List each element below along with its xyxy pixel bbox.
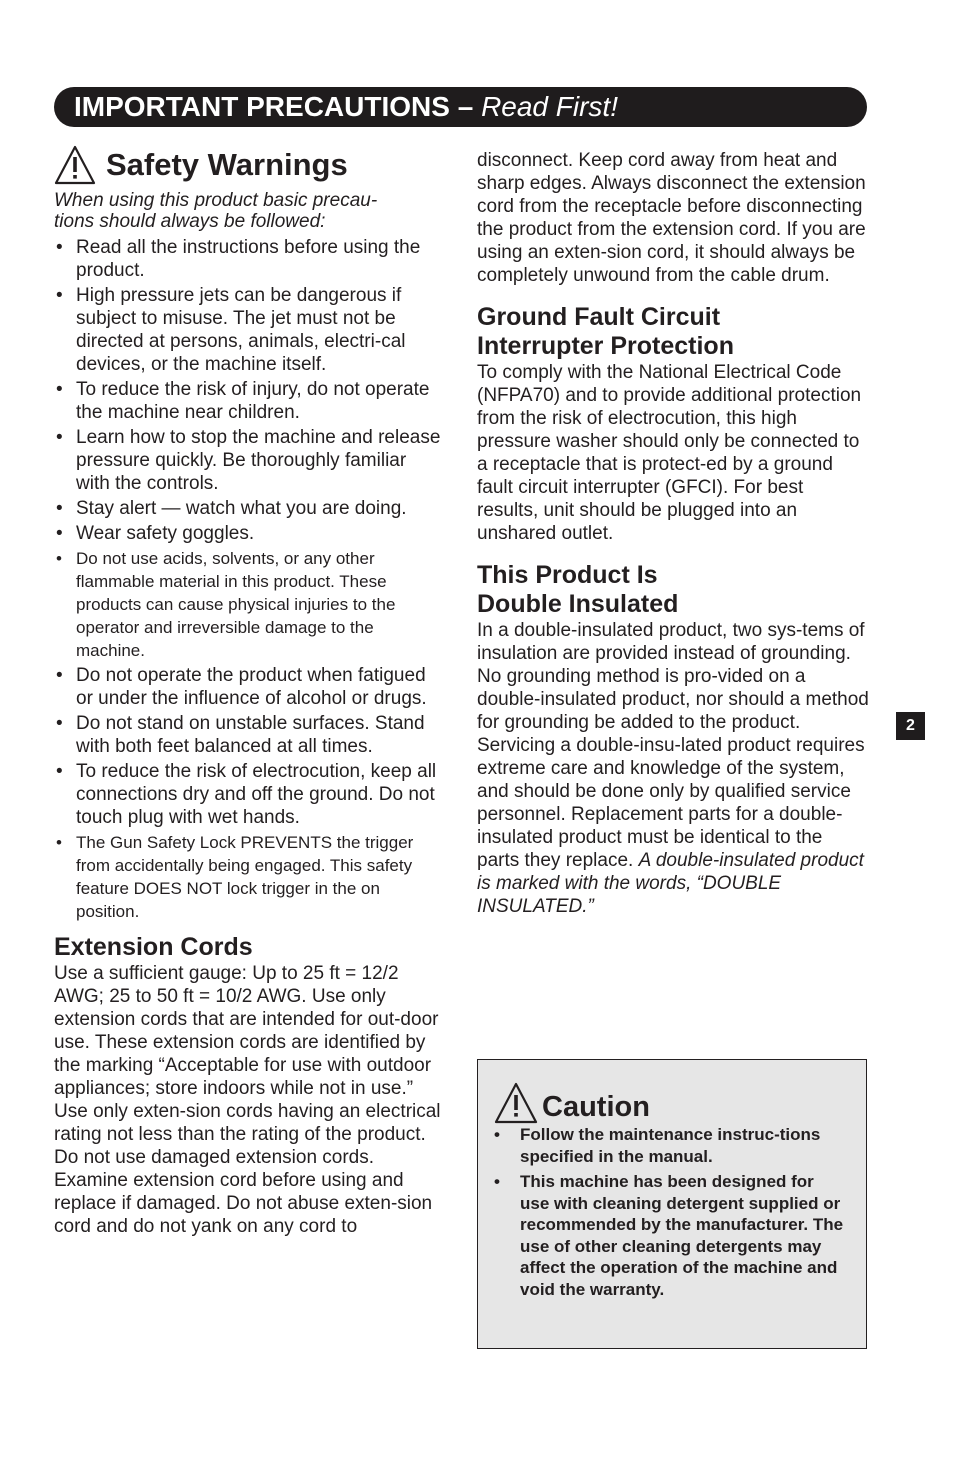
safety-intro-line1: When using this product basic precau-: [54, 190, 378, 211]
list-item: • Follow the maintenance instruc-tions specified in the manual.: [494, 1124, 846, 1167]
banner-subtitle: Read First!: [481, 91, 618, 122]
list-item: • Wear safety goggles.: [54, 522, 444, 545]
caution-list: [494, 1124, 846, 1300]
double-heading-line1: This Product Is: [477, 561, 658, 589]
warning-triangle-icon: [494, 1082, 538, 1124]
gfci-heading-line1: Ground Fault Circuit: [477, 303, 721, 331]
page-number-tab: 2: [896, 712, 925, 740]
list-item: • Stay alert — watch what you are doing.: [54, 497, 444, 520]
list-item: • Do not operate the product when fatigued or under the influence of alcohol or drugs.: [54, 664, 444, 710]
caution-title: Caution: [542, 1091, 650, 1123]
list-item: • To reduce the risk of electrocution, keep all connections dry and off the ground. Do not touch plug with wet hands.: [54, 760, 444, 829]
gfci-heading: [477, 303, 869, 361]
banner-title: IMPORTANT PRECAUTIONS –: [74, 91, 474, 122]
warning-triangle-icon: [54, 145, 96, 185]
double-heading-line2: Double Insulated: [477, 590, 679, 618]
double-body-text: In a double-insulated product, two sys-tems of insulation are provided instead of grounding. No grounding method is pro-vided on a double-insulated product, nor should a method for grounding be added to the product. Servicing a double-insu-lated product requires extreme care and knowledge of the system, and should be done only by qualified service personnel. Replacement parts for a double-insulated product must be identical to the parts they replace.: [477, 620, 869, 871]
safety-intro: [54, 190, 444, 232]
gfci-body: To comply with the National Electrical Code (NFPA70) and to provide additional protection from the risk of electrocution, this high pressure washer should only be connected to a receptacle that is protect-ed by a ground fault circuit interrupter (GFCI). For best results, unit should be plugged into an unshared outlet.: [477, 362, 862, 544]
right-column: [477, 149, 869, 918]
list-item: • High pressure jets can be dangerous if subject to misuse. The jet must not be directed at persons, animals, electri-cal devices, or the machine itself.: [54, 284, 444, 376]
list-item: • Learn how to stop the machine and release pressure quickly. Be thoroughly familiar with the controls.: [54, 426, 444, 495]
section-banner: [54, 87, 867, 127]
caution-box: [477, 1059, 867, 1349]
list-item: • To reduce the risk of injury, do not operate the machine near children.: [54, 378, 444, 424]
extension-cords-body: Use a sufficient gauge: Up to 25 ft = 12/2 AWG; 25 to 50 ft = 10/2 AWG. Use only extension cords that are intended for out-door use. These extension cords are identified by the marking “Acceptable for use with outdoor appliances; store indoors while not in use.” Use only exten-sion cords having an electrical rating not less than the rating of the product. Do not use damaged extension cords. Examine extension cord before using and replace if damaged. Do not abuse exten-sion cord and do not yank on any cord to: [54, 963, 441, 1237]
double-insulated-body: [477, 619, 869, 918]
safety-intro-line2: tions should always be followed:: [54, 211, 326, 232]
list-item: • This machine has been designed for use with cleaning detergent supplied or recommended by the manufacturer. The use of other cleaning detergents may affect the operation of the machine and void the warranty.: [494, 1171, 846, 1300]
caution-heading: [494, 1076, 846, 1124]
double-insulated-heading: [477, 561, 869, 619]
list-item: • The Gun Safety Lock PREVENTS the trigger from accidentally being engaged. This safety feature DOES NOT lock trigger in the on position.: [54, 831, 444, 923]
list-item: • Read all the instructions before using the product.: [54, 236, 444, 282]
safety-warnings-heading: [54, 140, 444, 190]
safety-warnings-title: Safety Warnings: [106, 147, 348, 182]
extension-cords-heading: Extension Cords: [54, 933, 253, 961]
left-column: [54, 140, 444, 1238]
gfci-heading-line2: Interrupter Protection: [477, 332, 734, 360]
safety-list: [54, 236, 444, 923]
list-item: • Do not use acids, solvents, or any other flammable material in this product. These products can cause physical injuries to the operator and irreversible damage to the machine.: [54, 547, 444, 662]
double-body-italic: A double-insulated product is marked with the words, “DOUBLE INSULATED.”: [477, 850, 864, 917]
list-item: • Do not stand on unstable surfaces. Stand with both feet balanced at all times.: [54, 712, 444, 758]
extension-cords-continued: disconnect. Keep cord away from heat and sharp edges. Always disconnect the extension cord from the receptacle before disconnecting the product from the extension cord. If you are using an exten-sion cord, it should always be completely unwound from the cable drum.: [477, 150, 866, 286]
